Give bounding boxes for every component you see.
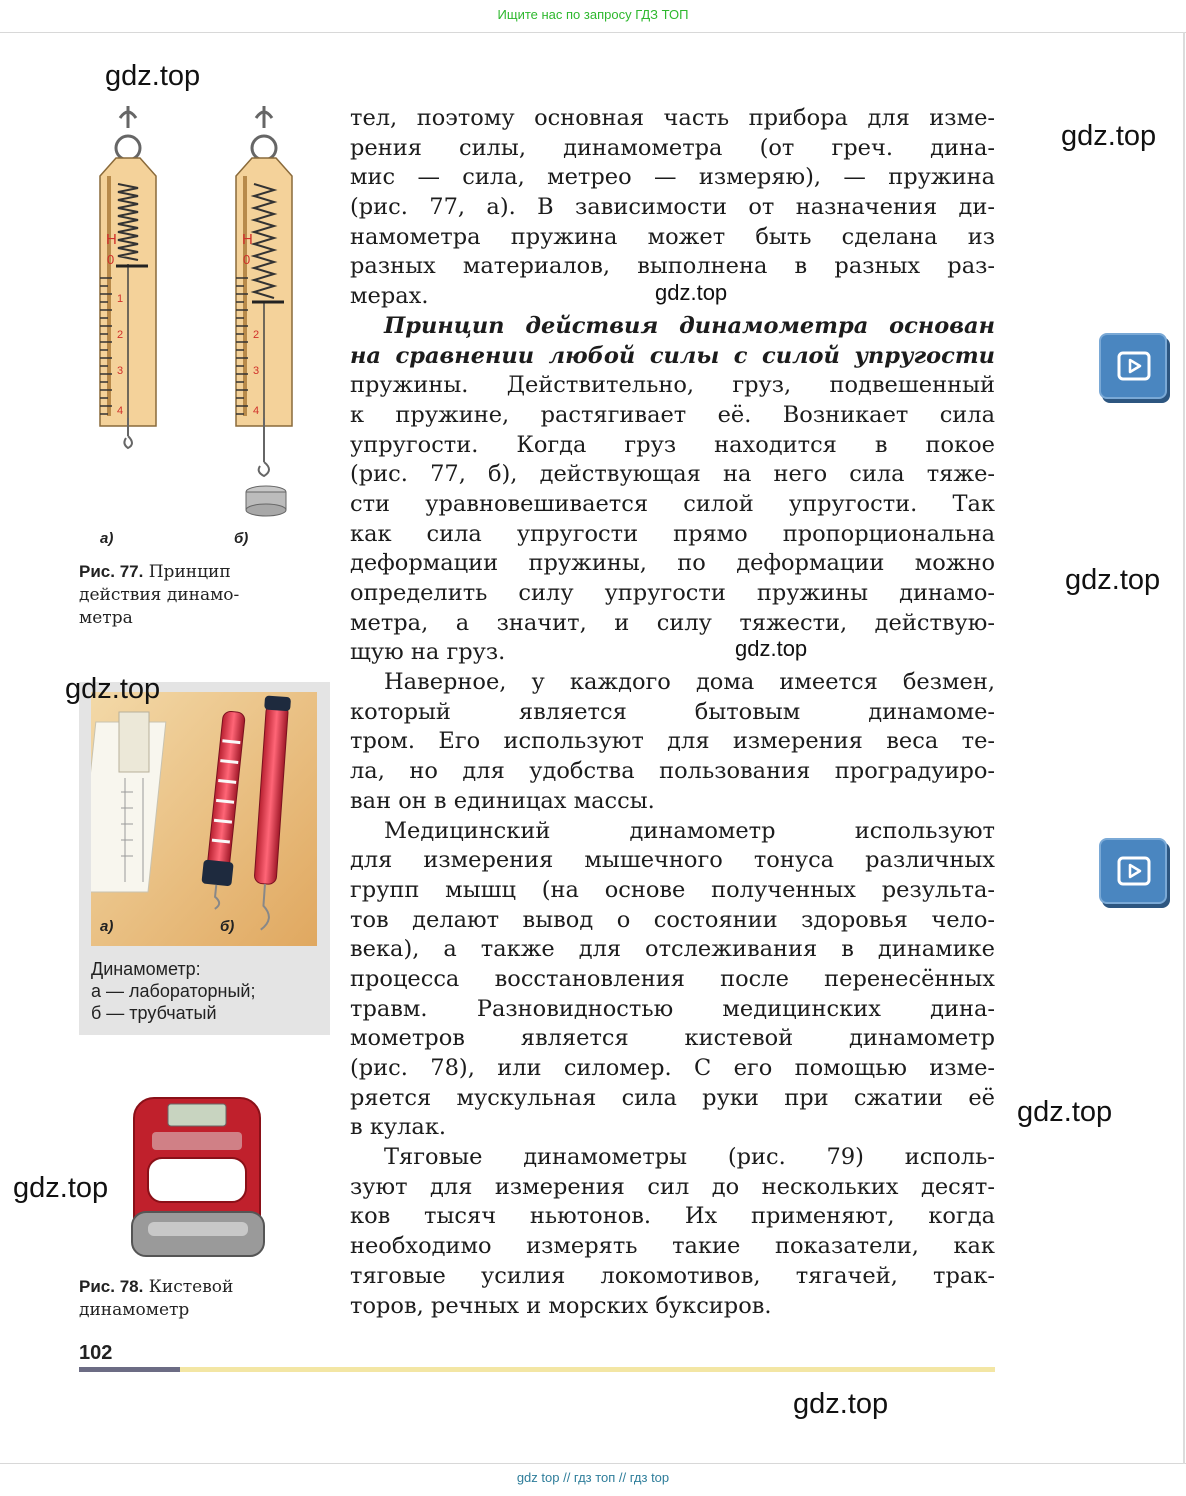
- body-line: на сравнении любой силы с силой упругости: [350, 342, 995, 369]
- fig77-caption-line2: действия динамо-: [79, 585, 240, 605]
- dynamometer-a-drawing: [100, 106, 156, 448]
- fig77-caption-number: Рис. 77.: [79, 562, 144, 581]
- body-line: ков тысяч ньютонов. Их применяют, когда: [350, 1203, 995, 1230]
- body-line: зуют для измерения сил до нескольких десят-: [350, 1173, 995, 1200]
- body-line: Принцип действия динамометра основан: [384, 312, 995, 339]
- page-rule-dark: [79, 1367, 180, 1372]
- fig77-dynamometers: [80, 96, 310, 526]
- body-line: процесса восстановления после перенесённых: [350, 965, 995, 992]
- body-line: Медицинский динамометр используют: [384, 817, 995, 844]
- watermark: gdz.top: [105, 60, 201, 92]
- scale-tick-b-4: 4: [253, 405, 260, 417]
- body-line: Наверное, у каждого дома имеется безмен,: [384, 669, 995, 696]
- body-line: Тяговые динамометры (рис. 79) исполь-: [384, 1144, 995, 1171]
- scale-zero-a: 0: [107, 252, 115, 267]
- body-line: мометров является кистевой динамометр: [350, 1025, 995, 1052]
- page-rule-light: [180, 1367, 995, 1372]
- body-line: ван он в единицах массы.: [350, 787, 655, 814]
- scale-tick-b-3: 3: [253, 365, 260, 377]
- body-line: к пружине, растягивает её. Возникает сила: [350, 401, 995, 428]
- watermark: gdz.top: [793, 1388, 889, 1420]
- watermark: gdz.top: [65, 673, 161, 705]
- body-line: для измерения мышечного тонуса различных: [350, 847, 995, 874]
- fig78-caption-line2: динамометр: [79, 1300, 190, 1320]
- body-line: века), а также для отслеживания в динамике: [350, 936, 995, 963]
- body-line: тов делают вывод о состоянии здоровья чело-: [350, 906, 995, 933]
- scale-unit-a: Н: [106, 231, 117, 248]
- fig78-caption-line1: Кистевой: [148, 1277, 234, 1297]
- body-line: ла, но для удобства пользования проградуиро-: [350, 758, 995, 785]
- fig77-caption-line1: Принцип: [148, 562, 231, 582]
- fig78-caption-number: Рис. 78.: [79, 1277, 144, 1296]
- body-line: упругости. Когда груз находится в покое: [350, 431, 995, 458]
- fig78-hand-dynamometer: [128, 1090, 268, 1262]
- watermark: gdz.top: [1065, 564, 1161, 596]
- body-line: щую на груз.: [350, 639, 506, 666]
- watermark: gdz.top: [1061, 120, 1157, 152]
- body-line: определить силу упругости пружины динамо-: [350, 580, 995, 606]
- scale-tick-a-4: 4: [117, 405, 124, 417]
- fig78-caption: [79, 1275, 309, 1322]
- body-line: как сила упругости прямо пропорциональна: [350, 520, 995, 547]
- scale-tick-a-3: 3: [117, 365, 124, 377]
- photo-caption-line3: б — трубчатый: [91, 1003, 217, 1023]
- body-line: тром. Его используют для измерения веса те-: [350, 728, 995, 755]
- watermark: gdz.top: [655, 280, 728, 305]
- page-edge: [1183, 32, 1185, 1464]
- body-line: травм. Разновидностью медицинских дина-: [350, 995, 995, 1022]
- photo-caption-line1: Динамометр:: [91, 959, 201, 979]
- fig77-label-b: б): [234, 530, 249, 547]
- body-line: тяговые усилия локомотивов, тягачей, трак-: [350, 1262, 995, 1289]
- photo-caption-line2: а — лабораторный;: [91, 981, 256, 1001]
- watermark: gdz.top: [13, 1172, 109, 1204]
- dynamometers-photo: [91, 692, 317, 946]
- body-line: (рис. 78), или силомер. С его помощью изме-: [350, 1055, 995, 1081]
- top-banner: Ищите нас по запросу ГДЗ ТОП: [497, 7, 689, 22]
- body-line: сти уравновешивается силой упругости. Так: [350, 490, 995, 517]
- body-line: групп мышц (на основе полученных результа-: [350, 876, 995, 903]
- photo-label-b: б): [220, 918, 235, 935]
- body-line: деформации пружины, по деформации можно: [350, 550, 995, 577]
- body-line: тел, поэтому основная часть прибора для изме-: [350, 105, 995, 131]
- video-button-1[interactable]: [1099, 333, 1167, 399]
- play-video-icon: [1117, 855, 1151, 887]
- body-line: разных материалов, выполнена в разных раз-: [350, 253, 995, 280]
- fig77-label-a: а): [100, 530, 114, 547]
- dynamometer-b-drawing: [236, 106, 292, 516]
- page-number: 102: [79, 1342, 113, 1364]
- body-line: мерах.: [350, 283, 429, 310]
- fig77-caption-line3: метра: [79, 608, 133, 628]
- watermark: gdz.top: [1017, 1096, 1113, 1128]
- video-button-2[interactable]: [1099, 838, 1167, 904]
- body-line: необходимо измерять такие показатели, как: [350, 1233, 995, 1260]
- body-line: торов, речных и морских буксиров.: [350, 1292, 772, 1319]
- photo-label-a: а): [100, 918, 114, 935]
- body-line: (рис. 77, а). В зависимости от назначения ди-: [350, 194, 995, 221]
- play-video-icon: [1117, 350, 1151, 382]
- scale-zero-b: 0: [243, 252, 251, 267]
- watermark: gdz.top: [735, 636, 808, 661]
- fig77-caption: [79, 560, 309, 630]
- body-line: метра, а значит, и силу тяжести, действую-: [350, 609, 995, 636]
- scale-unit-b: Н: [242, 231, 253, 248]
- body-line: который является бытовым динамоме-: [350, 698, 995, 725]
- photo-caption: [91, 958, 255, 1024]
- scale-tick-b-2: 2: [253, 329, 260, 341]
- body-line: мис — сила, метрео — измеряю), — пружина: [350, 164, 995, 191]
- body-line: в кулак.: [350, 1114, 447, 1141]
- footer-links: gdz top // гдз топ // гдз top: [516, 1470, 670, 1485]
- body-line: (рис. 77, б), действующая на него сила тяже-: [350, 461, 995, 488]
- body-line: рения силы, динамометра (от греч. дина-: [350, 134, 995, 161]
- body-line: намометра пружина может быть сделана из: [350, 223, 995, 250]
- scale-tick-a-2: 2: [117, 329, 124, 341]
- body-line: ряется мускульная сила руки при сжатии её: [350, 1084, 995, 1111]
- scale-tick-a-1: 1: [117, 293, 124, 305]
- body-line: пружины. Действительно, груз, подвешенный: [350, 372, 995, 399]
